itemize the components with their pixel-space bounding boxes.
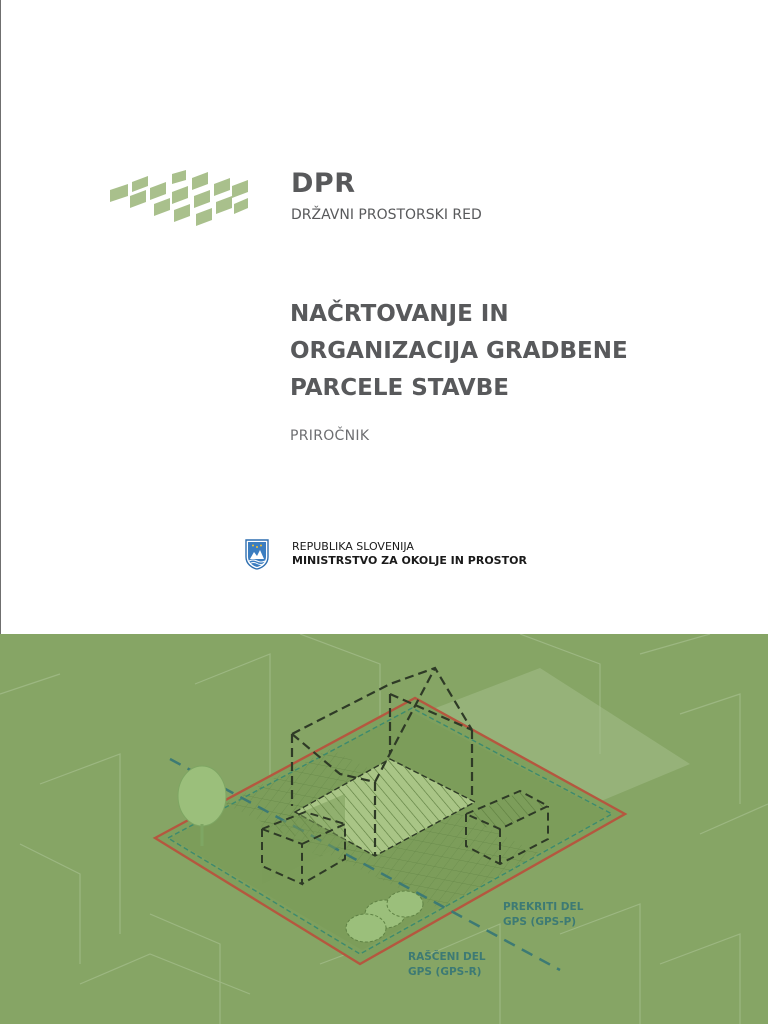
label-grown-part-line-2: GPS (GPS-R) (408, 966, 482, 978)
document-title-line-2: ORGANIZACIJA GRADBENE (290, 338, 628, 364)
parcel-illustration (0, 634, 768, 1024)
logo-title: DPR (291, 168, 356, 199)
label-covered-part (503, 900, 583, 930)
publisher-ministry: MINISTRSTVO ZA OKOLJE IN PROSTOR (292, 554, 527, 567)
dpr-logo-icon (108, 170, 250, 226)
label-grown-part (408, 950, 486, 980)
logo-subtitle: DRŽAVNI PROSTORSKI RED (291, 207, 482, 223)
coat-of-arms-icon (245, 539, 269, 570)
document-title (290, 296, 730, 407)
label-covered-part-line-1: PREKRITI DEL (503, 901, 584, 913)
document-title-line-1: NAČRTOVANJE IN (290, 301, 509, 327)
document-type: PRIROČNIK (290, 428, 370, 444)
label-covered-part-line-2: GPS (GPS-P) (503, 916, 577, 928)
label-grown-part-line-1: RAŠČENI DEL (408, 951, 486, 963)
page-edge-line (0, 0, 1, 634)
document-title-line-3: PARCELE STAVBE (290, 375, 509, 401)
publisher-country: REPUBLIKA SLOVENIJA (292, 540, 414, 553)
